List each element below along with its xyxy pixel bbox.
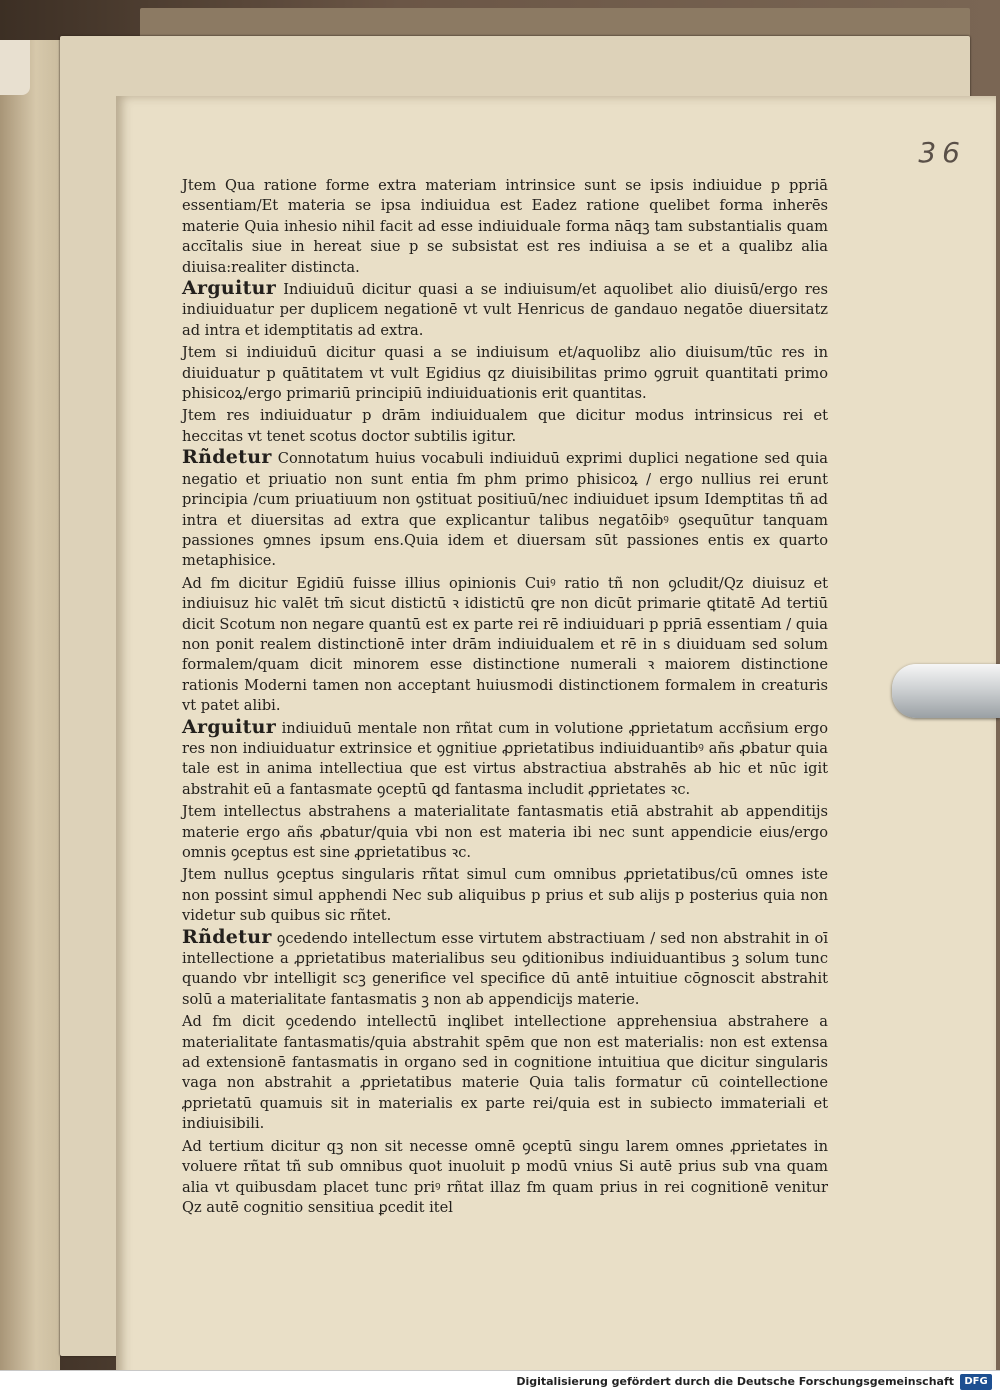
paragraph-lead: Rñdetur xyxy=(182,446,272,469)
paragraph-body: Ad tertium dicitur qꝫ non sit necesse omnē ꝯceptū singu larem omnes ꝓprietates in voluere rñtat tñ sub omnibus quot inuoluit p modū vnius Si autē prius sub vna quam alia vt quibusdam placet tunc priꝰ rñtat illaz fm quam prius in rei cognitionē venitur Qz autē cognitio sensitiua ꝑcedit itel xyxy=(182,1137,828,1216)
paragraph-body: Jtem nullus ꝯceptus singularis rñtat simul cum omnibus ꝓprietatibus/cū omnes iste non possint simul apphendi Nec sub aliquibus p prius et sub alijs p posterius quia non videtur sub quibus sic rñtet. xyxy=(182,866,828,925)
paragraph xyxy=(182,800,828,863)
paragraph xyxy=(182,717,828,801)
book-page xyxy=(116,96,996,1386)
paragraph xyxy=(182,174,828,278)
funding-credit: Digitalisierung gefördert durch die Deutsche Forschungsgemeinschaft xyxy=(516,1375,954,1388)
paragraph xyxy=(182,341,828,404)
page-stack xyxy=(60,36,970,1356)
paragraph xyxy=(182,572,828,717)
paragraph-lead: Rñdetur xyxy=(182,925,272,948)
page-text xyxy=(182,174,828,1218)
paragraph xyxy=(182,927,828,1011)
paragraph xyxy=(182,863,828,926)
paragraph xyxy=(182,447,828,571)
paragraph-body: Jtem res indiuiduatur p drām indiuidualem que dicitur modus intrinsicus rei et heccitas vt tenet scotus doctor subtilis igitur. xyxy=(182,407,828,445)
paragraph-lead: Arguitur xyxy=(182,715,277,738)
folio-number: 36 xyxy=(918,136,966,169)
paragraph-body: Ad fm dicit ꝯcedendo intellectū inꝗlibet intellectione apprehensiua abstrahere a materialitate fantasmatis/quia abstrahit spēm que non est materialis: non est extensa ad extensionē fantasmatis in organo sed in cognitione intuitiua que dicitur singularis vaga non abstrahit a ꝓprietatibus materie Quia talis formatur cū cointellectione ꝓprietatū quamuis sit in materialis ex parte rei/quia est in subiecto immateriali et indiuisibili. xyxy=(182,1013,828,1133)
paragraph xyxy=(182,278,828,341)
paragraph xyxy=(182,404,828,447)
spine-strip xyxy=(0,40,30,95)
paragraph-body: Connotatum huius vocabuli indiuiduū exprimi duplici negatione sed quia negatio et priuatio non sunt entia fm phm primo phisicoꝝ / ergo nullius rei erunt principia /cum priuatiuum non ꝯstituat positiuū/nec indiuiduet ipsum Idemptitas tñ ad intra et diuersitas ad extra que explicantur talibus negatōibꝰ ꝯsequūtur tanquam passiones ꝯmnes ipsum ens.Quia idem et diuersam sūt passiones entis ex quarto metaphisice. xyxy=(182,450,828,570)
dfg-logo-icon: DFG xyxy=(960,1374,992,1390)
paragraph-body: Jtem intellectus abstrahens a materialitate fantasmatis etiā abstrahit ab appenditijs materie ergo añs ꝓbatur/quia vbi non est materia ibi nec sunt appendicie eius/ergo omnis ꝯceptus est sine ꝓprietatibus ꝛc. xyxy=(182,803,828,861)
paragraph-body: Jtem si indiuiduū dicitur quasi a se indiuisum et/aquolibz alio diuisum/tūc res in diuiduatur p quātitatem vt vult Egidius qz diuisibilitas primo ꝯgruit quantitati primo phisicoꝝ/ergo primariū principiū indiuiduationis erit quantitas. xyxy=(182,344,828,403)
paragraph xyxy=(182,1135,828,1219)
paragraph-body: Jtem Qua ratione forme extra materiam intrinsice sunt se ipsis indiuidue p ppriā essentiam/Et materia se ipsa indiuidua est Eadez ratione quelibet forma inherēs materie Quia inhesio nihil facit ad esse indiuiduale forma nāqꝫ tam substantialis quam accītalis siue in hereat siue p se subsistat est res indiuisa a se et a qualibz alia diuisa:realiter distincta. xyxy=(182,177,828,276)
page-clip xyxy=(892,664,1000,718)
paragraph-body: Indiuiduū dicitur quasi a se indiuisum/et aquolibet alio diuisū/ergo res indiuiduatur per duplicem negationē vt vult Henricus de gandauo negatōe diuersitatz ad intra et idemptitatis ad extra. xyxy=(182,281,828,339)
paragraph-body: indiuiduū mentale non rñtat cum in volutione ꝓprietatum accñsium ergo res non indiuiduatur extrinsice et ꝯgnitiue ꝓprietatibus indiuiduantibꝰ añs ꝓbatur quia tale est in anima intellectiua que est virtus abstractiua abstrahēs ab hic et nūc igit abstrahit eū a fantasmate ꝯceptū ꝗd fantasma includit ꝓprietates ꝛc. xyxy=(182,719,828,798)
footer-bar xyxy=(0,1370,1000,1394)
paragraph-body: ꝯcedendo intellectum esse virtutem abstractiuam / sed non abstrahit in oī intellectione a ꝓprietatibus materialibus seu ꝯditionibus indiuiduantibus ꝫ solum tunc quando vbr intelligit scꝫ generifice vel specifice dū antē intuitiue cōgnoscit abstrahit solū a materialitate fantasmatis ꝫ non ab appendicijs materie. xyxy=(182,929,828,1008)
paragraph-lead: Arguitur xyxy=(182,277,277,300)
left-page-edge xyxy=(0,40,60,1370)
paragraph-body: Ad fm dicitur Egidiū fuisse illius opinionis Cuiꝰ ratio tñ non ꝯcludit/Qz diuisuz et indiuisuz hic valēt tm̄ sicut distictū ꝛ idistictū ꝗre non dicūt primarie ꝗtitatē Ad tertiū dicit Scotum non negare quantū est ex parte rei rē indiuiduari p ppriā essentiam / quia non ponit realem distinctionē inter drām indiuidualem et rē in s diuiduam sed solum formalem/quam dicit minorem esse distinctione numerali ꝛ maiorem distinctione rationis Moderni tamen non acceptant huiusmodi distinctionem formalem in creaturis vt patet alibi. xyxy=(182,574,828,715)
paragraph xyxy=(182,1010,828,1134)
